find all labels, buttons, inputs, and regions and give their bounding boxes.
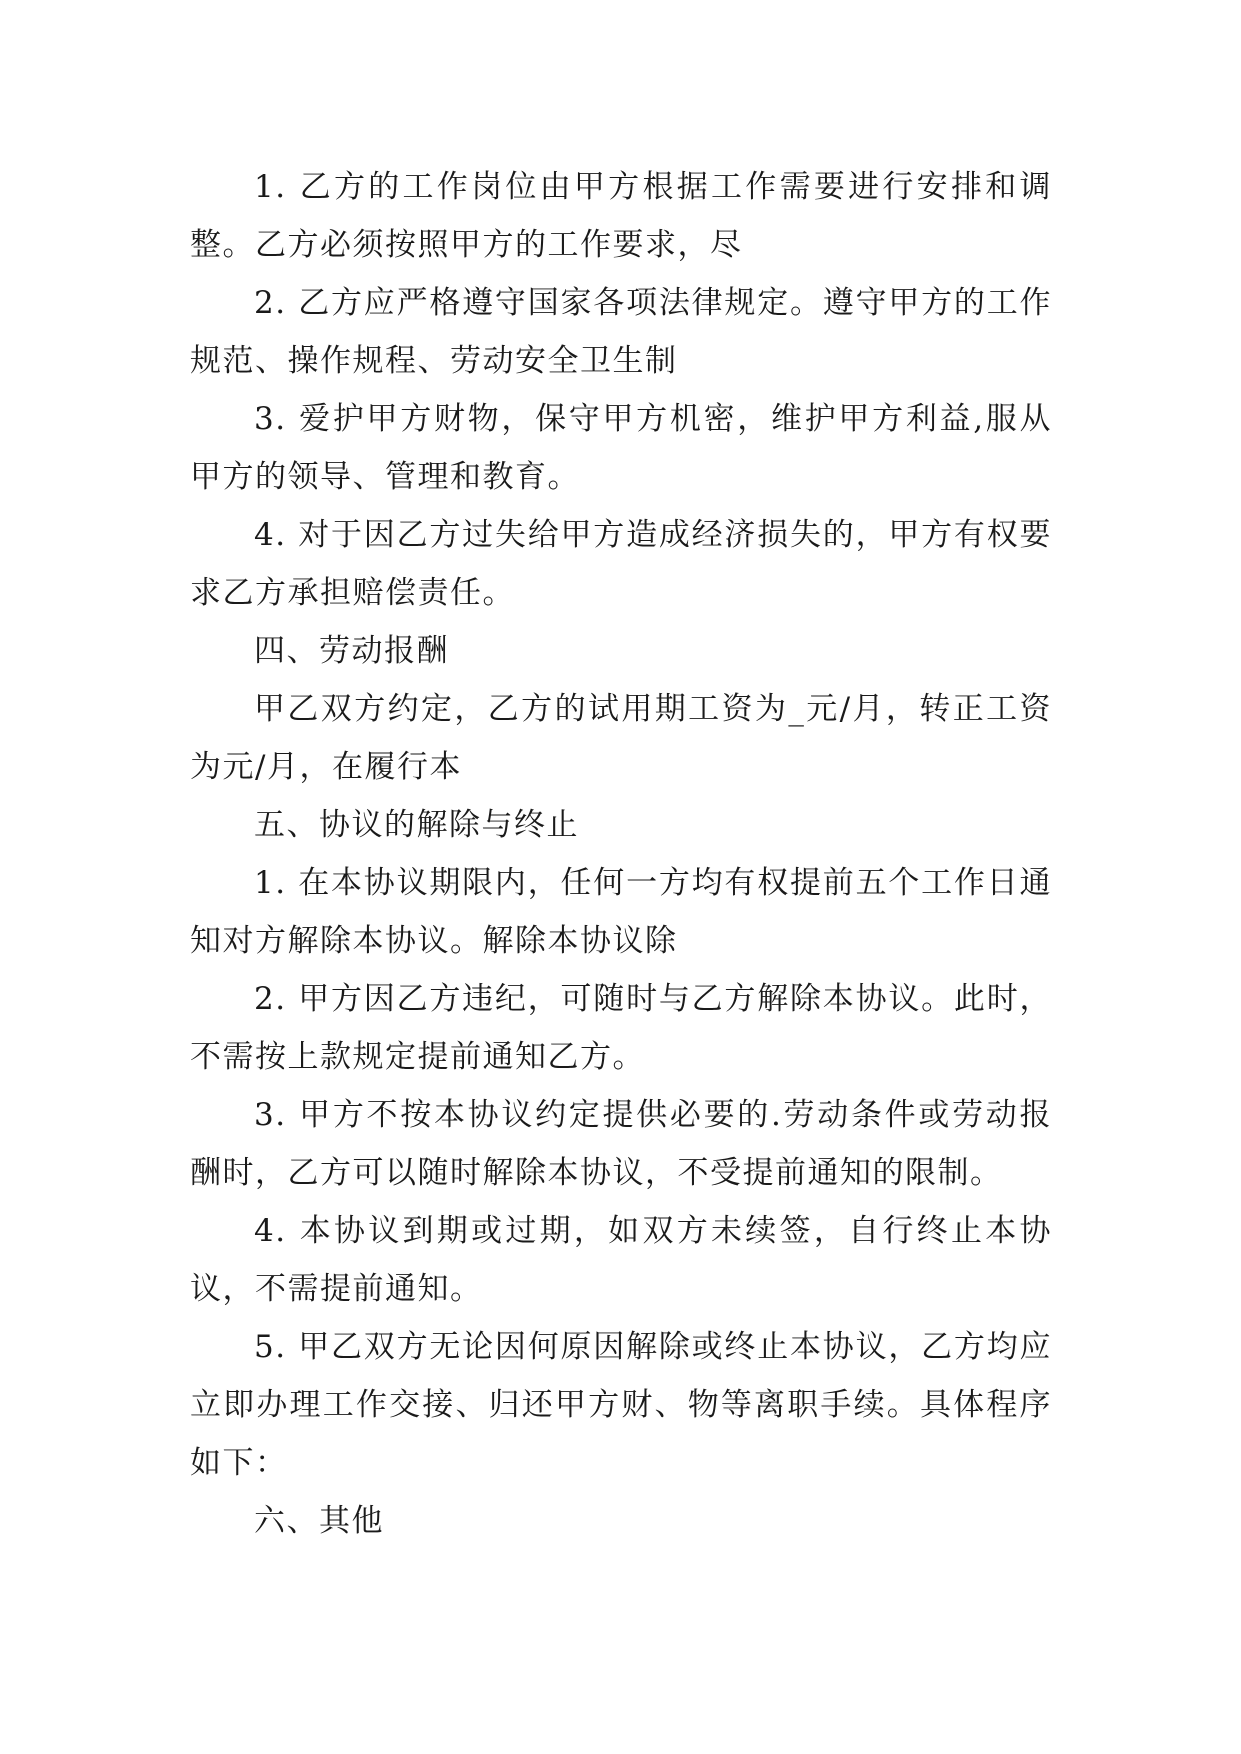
paragraph-termination-1: 1. 在本协议期限内，任何一方均有权提前五个工作日通知对方解除本协议。解除本协议除 (190, 865, 1052, 959)
paragraph-termination-5: 5. 甲乙双方无论因何原因解除或终止本协议，乙方均应立即办理工作交接、归还甲方财、物等离职手续。具体程序如下： (190, 1329, 1052, 1481)
paragraph-duty-4: 4. 对于因乙方过失给甲方造成经济损失的，甲方有权要求乙方承担赔偿责任。 (190, 517, 1052, 611)
paragraph-termination-3: 3. 甲方不按本协议约定提供必要的.劳动条件或劳动报酬时，乙方可以随时解除本协议，不受提前通知的限制。 (190, 1097, 1052, 1191)
document-body (190, 158, 1052, 1550)
section-heading-termination: 五、协议的解除与终止 (254, 807, 579, 843)
paragraph-duty-3: 3. 爱护甲方财物，保守甲方机密，维护甲方利益,服从甲方的领导、管理和教育。 (190, 401, 1052, 495)
section-heading-remuneration: 四、劳动报酬 (254, 633, 449, 669)
paragraph-remuneration: 甲乙双方约定，乙方的试用期工资为_元/月，转正工资为元/月，在履行本 (190, 691, 1052, 785)
paragraph-duty-2: 2. 乙方应严格遵守国家各项法律规定。遵守甲方的工作规范、操作规程、劳动安全卫生制 (190, 285, 1052, 379)
paragraph-termination-4: 4. 本协议到期或过期，如双方未续签，自行终止本协议，不需提前通知。 (190, 1213, 1052, 1307)
paragraph-termination-2: 2. 甲方因乙方违纪，可随时与乙方解除本协议。此时，不需按上款规定提前通知乙方。 (190, 981, 1052, 1075)
paragraph-duty-1: 1. 乙方的工作岗位由甲方根据工作需要进行安排和调整。乙方必须按照甲方的工作要求，尽 (190, 169, 1052, 263)
section-heading-other: 六、其他 (254, 1503, 384, 1539)
